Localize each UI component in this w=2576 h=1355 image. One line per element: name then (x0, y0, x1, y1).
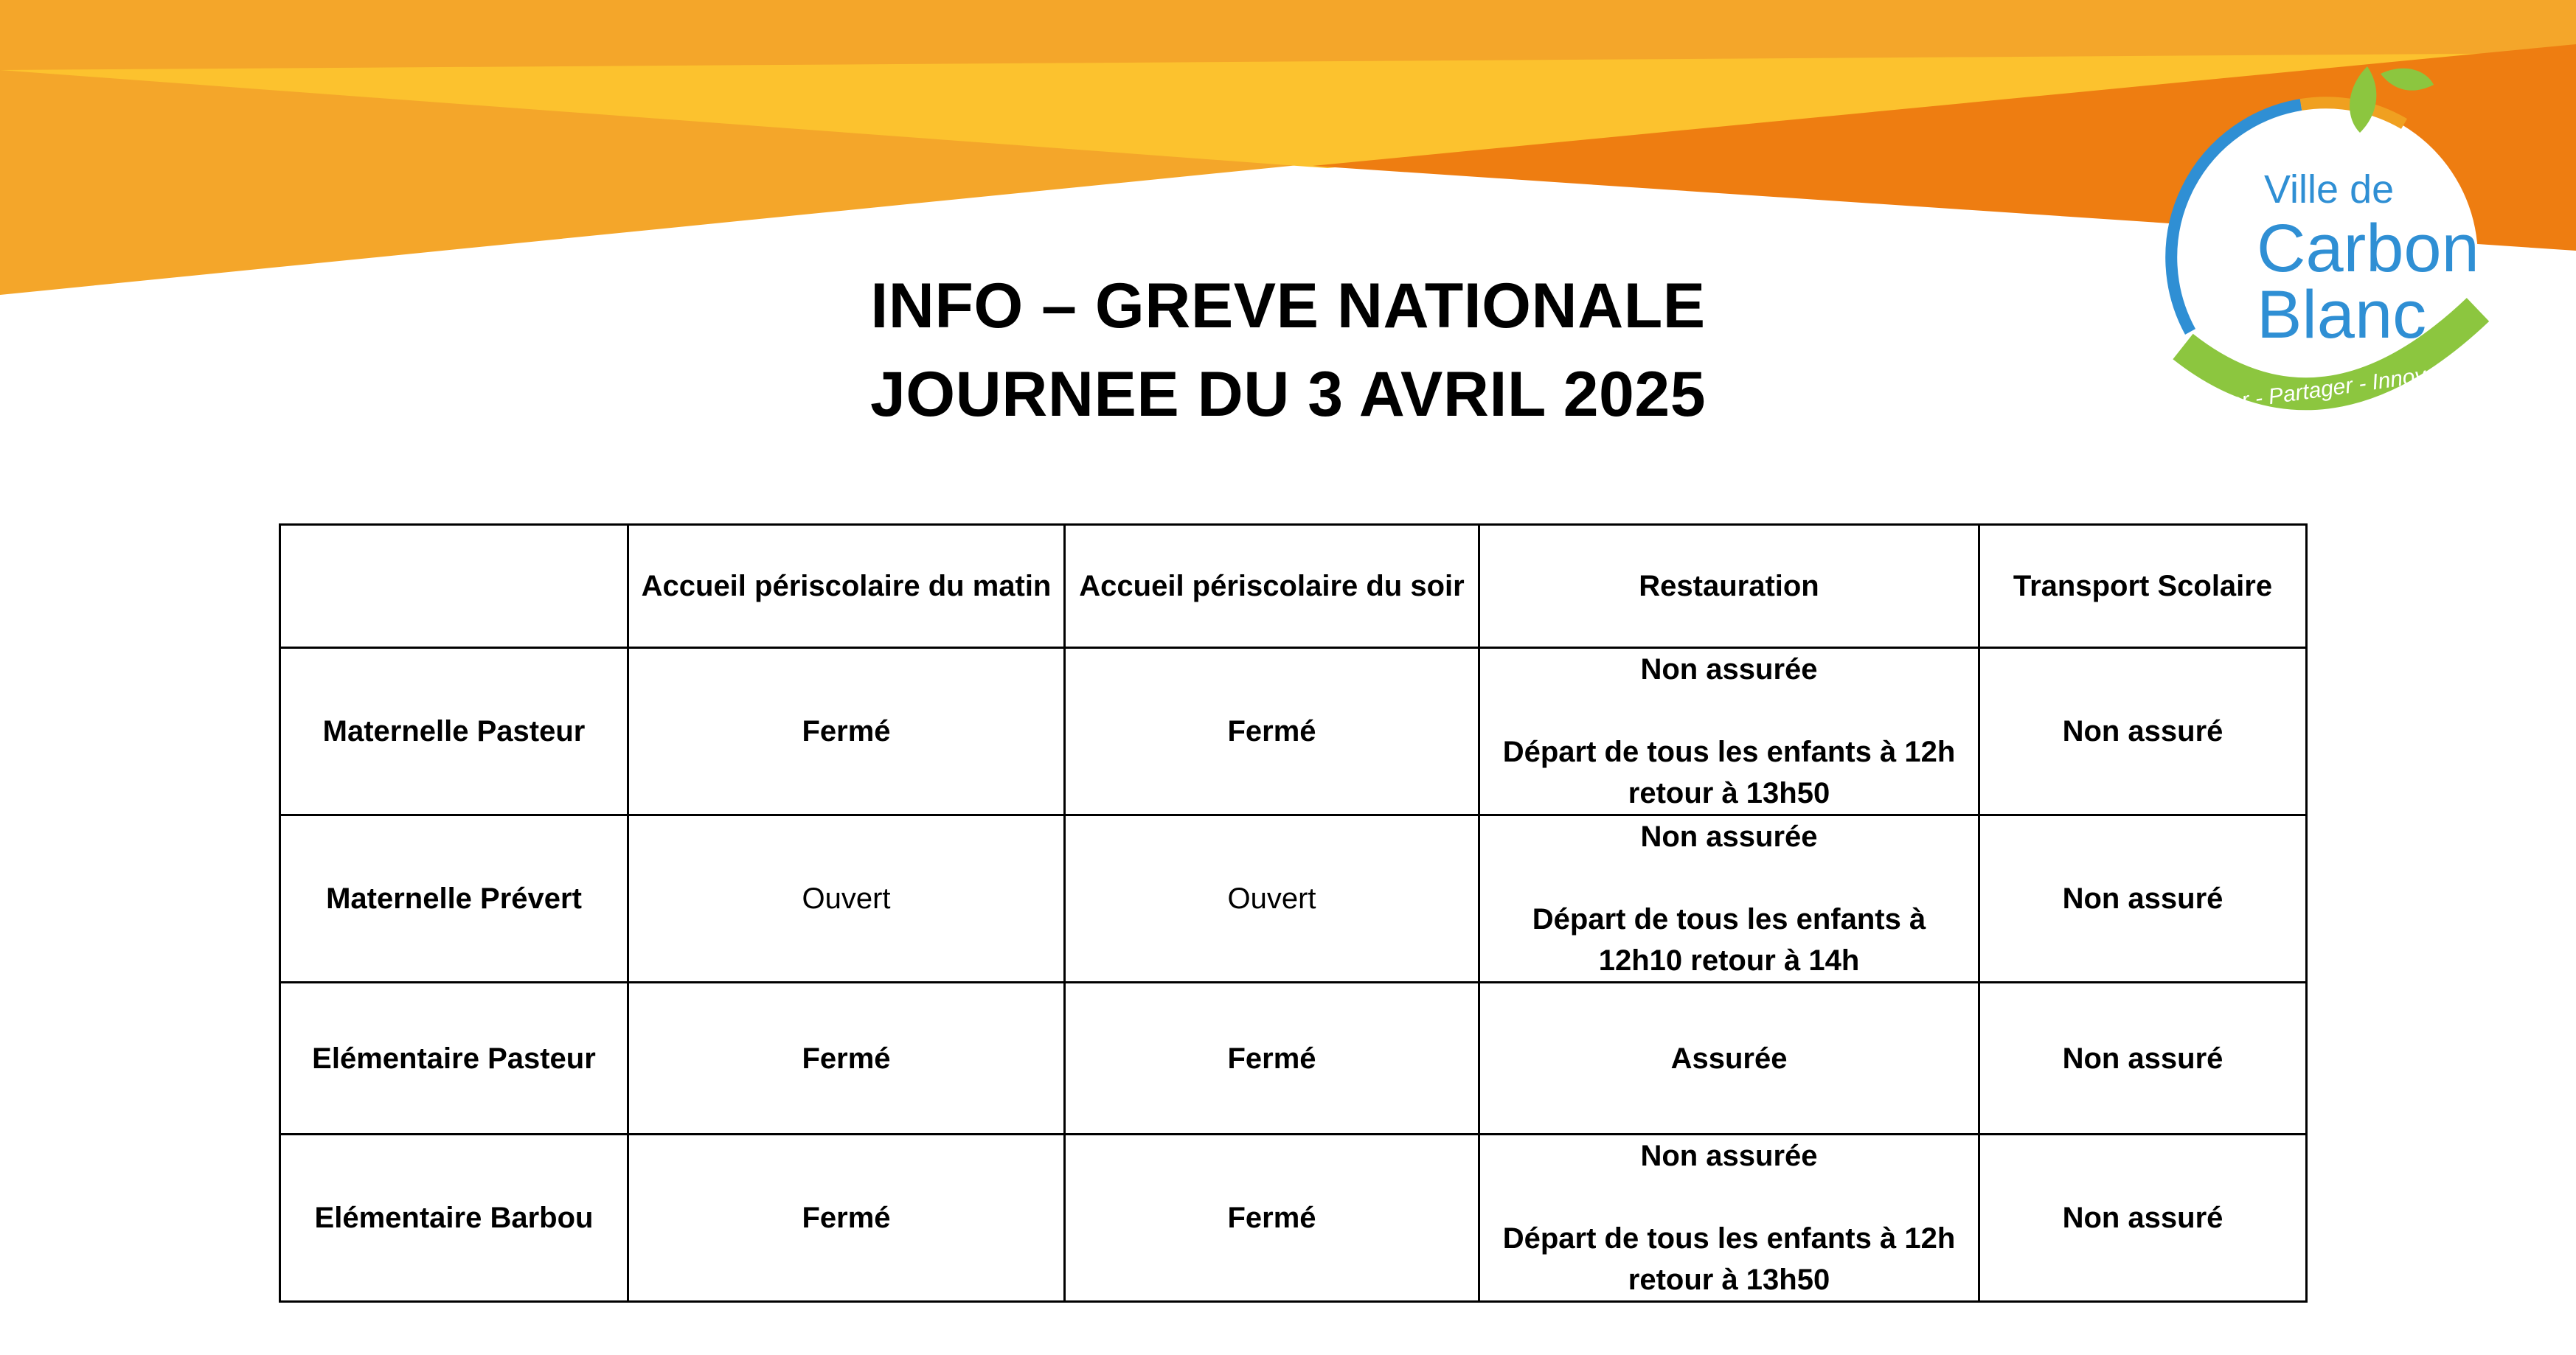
restauration-detail: Départ de tous les enfants à (1532, 903, 1926, 936)
strike-info-table (279, 523, 2308, 1303)
cell-transport: Non assuré (1979, 983, 2307, 1135)
restauration-detail: 12h10 retour à 14h (1598, 944, 1860, 977)
restauration-detail: Départ de tous les enfants à 12h (1502, 1222, 1956, 1255)
row-label: Elémentaire Pasteur (280, 983, 628, 1135)
cell-soir: Fermé (1065, 983, 1479, 1135)
cell-restauration (1479, 648, 1979, 815)
logo-text-carbon: Carbon (2257, 211, 2479, 286)
restauration-detail: retour à 13h50 (1628, 777, 1830, 809)
page-title-line-2: JOURNEE DU 3 AVRIL 2025 (869, 359, 1707, 430)
restauration-title: Non assurée (1640, 653, 1818, 686)
cell-restauration (1479, 815, 1979, 983)
restauration-detail: Départ de tous les enfants à 12h (1502, 736, 1956, 768)
table-row (280, 815, 2307, 983)
cell-soir: Ouvert (1065, 815, 1479, 983)
cell-matin: Fermé (628, 983, 1065, 1135)
logo-text-blanc: Blanc (2257, 277, 2427, 352)
cell-restauration: Assurée (1479, 983, 1979, 1135)
cell-matin: Fermé (628, 1135, 1065, 1302)
row-label: Maternelle Prévert (280, 815, 628, 983)
leaf-icon-2 (2381, 69, 2434, 91)
cell-transport: Non assuré (1979, 1135, 2307, 1302)
header-accueil-soir: Accueil périscolaire du soir (1065, 525, 1479, 648)
cell-matin: Ouvert (628, 815, 1065, 983)
cell-soir: Fermé (1065, 1135, 1479, 1302)
cell-restauration (1479, 1135, 1979, 1302)
table-row (280, 648, 2307, 815)
row-label: Maternelle Pasteur (280, 648, 628, 815)
cell-transport: Non assuré (1979, 648, 2307, 815)
table-header-row (280, 525, 2307, 648)
logo-text-ville: Ville de (2264, 167, 2395, 212)
header-restauration: Restauration (1479, 525, 1979, 648)
cell-transport: Non assuré (1979, 815, 2307, 983)
logo-slogan: Rêver - Partager - Innover (2189, 360, 2447, 420)
table-row (280, 983, 2307, 1135)
header-empty (280, 525, 628, 648)
row-label: Elémentaire Barbou (280, 1135, 628, 1302)
restauration-title: Non assurée (1640, 1140, 1818, 1172)
header-accueil-matin: Accueil périscolaire du matin (628, 525, 1065, 648)
restauration-title: Non assurée (1640, 821, 1818, 853)
cell-soir: Fermé (1065, 648, 1479, 815)
table-row (280, 1135, 2307, 1302)
header-transport: Transport Scolaire (1979, 525, 2307, 648)
restauration-detail: retour à 13h50 (1628, 1264, 1830, 1296)
cell-matin: Fermé (628, 648, 1065, 815)
page-title-line-1: INFO – GREVE NATIONALE (870, 271, 1706, 341)
